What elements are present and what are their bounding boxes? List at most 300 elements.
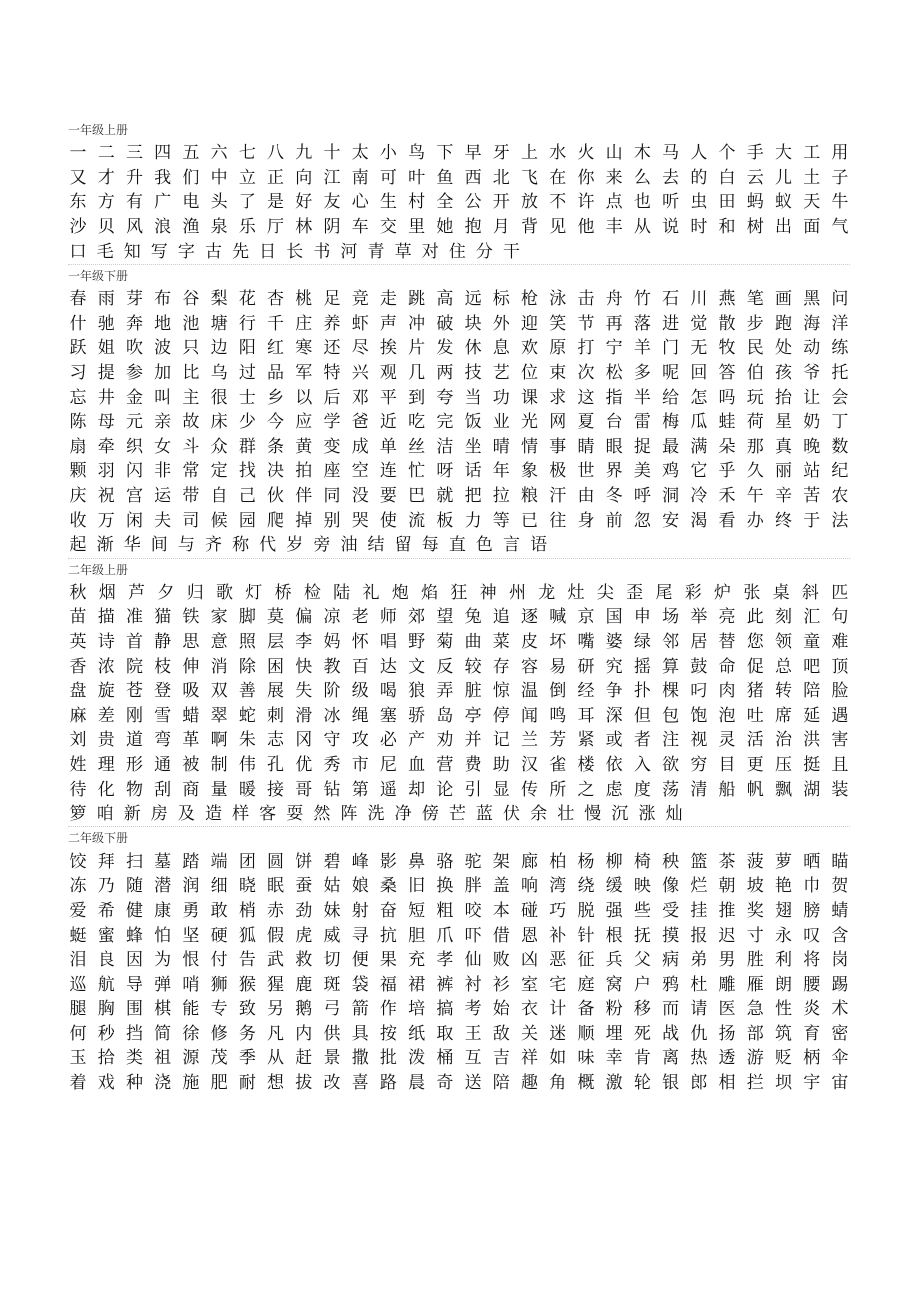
character: 答 xyxy=(718,363,736,384)
character: 希 xyxy=(97,900,115,921)
character: 问 xyxy=(831,289,849,310)
character: 品 xyxy=(267,363,285,384)
character: 脱 xyxy=(577,900,595,921)
character: 喊 xyxy=(549,607,567,628)
character: 晨 xyxy=(408,1073,426,1094)
character: 怎 xyxy=(690,387,708,408)
character: 银 xyxy=(662,1073,680,1094)
character: 用 xyxy=(831,143,849,164)
character: 走 xyxy=(379,289,397,310)
character: 季 xyxy=(238,1048,256,1069)
character: 密 xyxy=(831,1023,849,1044)
character: 使 xyxy=(379,510,397,531)
character: 拜 xyxy=(97,851,115,872)
character: 除 xyxy=(238,656,256,677)
character: 百 xyxy=(351,656,369,677)
character: 拦 xyxy=(746,1073,764,1094)
character: 居 xyxy=(690,631,708,652)
character: 并 xyxy=(464,730,482,751)
character: 又 xyxy=(69,167,87,188)
character: 斗 xyxy=(182,436,200,457)
character: 教 xyxy=(323,656,341,677)
character: 亮 xyxy=(718,607,736,628)
character: 渐 xyxy=(96,535,114,556)
character: 石 xyxy=(662,289,680,310)
character: 巾 xyxy=(803,876,821,897)
character: 啊 xyxy=(210,730,228,751)
character: 改 xyxy=(323,1073,341,1094)
character: 师 xyxy=(379,607,397,628)
character: 产 xyxy=(408,730,426,751)
character: 短 xyxy=(408,900,426,921)
character: 多 xyxy=(633,363,651,384)
character: 气 xyxy=(831,217,849,238)
character: 池 xyxy=(182,313,200,334)
character: 春 xyxy=(69,289,87,310)
character: 福 xyxy=(379,974,397,995)
character: 尾 xyxy=(655,582,673,603)
character: 吐 xyxy=(746,705,764,726)
character: 皮 xyxy=(521,631,538,652)
character: 谷 xyxy=(182,289,200,310)
character: 叫 xyxy=(154,387,172,408)
character: 乎 xyxy=(718,461,736,482)
character: 那 xyxy=(746,436,764,457)
character-line xyxy=(68,215,850,240)
character: 接 xyxy=(267,779,285,800)
character-line xyxy=(68,1071,850,1096)
character: 友 xyxy=(323,192,341,213)
character: 台 xyxy=(605,412,623,433)
character: 样 xyxy=(232,804,250,825)
character: 营 xyxy=(436,754,454,775)
character: 枝 xyxy=(154,656,172,677)
character: 泪 xyxy=(69,950,87,971)
character-line xyxy=(68,312,850,337)
character: 优 xyxy=(295,754,313,775)
character: 进 xyxy=(662,313,680,334)
character: 此 xyxy=(746,607,764,628)
character: 以 xyxy=(295,387,313,408)
character: 民 xyxy=(746,338,764,359)
character: 敌 xyxy=(492,1023,510,1044)
character: 回 xyxy=(690,363,708,384)
character: 风 xyxy=(125,217,143,238)
character: 处 xyxy=(774,338,792,359)
character: 内 xyxy=(295,1023,313,1044)
character: 司 xyxy=(182,510,200,531)
character: 浇 xyxy=(154,1073,172,1094)
character: 客 xyxy=(259,804,277,825)
character: 高 xyxy=(436,289,454,310)
character: 志 xyxy=(267,730,285,751)
character-line xyxy=(68,728,850,753)
character: 忘 xyxy=(69,387,87,408)
character: 背 xyxy=(521,217,538,238)
character: 说 xyxy=(662,217,680,238)
character: 归 xyxy=(186,582,204,603)
character: 旋 xyxy=(97,681,115,702)
character: 慢 xyxy=(584,804,602,825)
character: 比 xyxy=(182,363,200,384)
character: 觉 xyxy=(690,313,708,334)
character: 元 xyxy=(125,412,143,433)
character: 耍 xyxy=(286,804,304,825)
character: 补 xyxy=(549,925,567,946)
character: 床 xyxy=(210,412,228,433)
character: 四 xyxy=(154,143,172,164)
character-line xyxy=(68,141,850,166)
character: 间 xyxy=(150,535,168,556)
character: 住 xyxy=(448,241,466,262)
character: 到 xyxy=(408,387,426,408)
character: 柏 xyxy=(549,851,567,872)
character: 婆 xyxy=(605,631,623,652)
character: 苦 xyxy=(803,486,821,507)
character: 炎 xyxy=(803,999,821,1020)
character: 足 xyxy=(323,289,341,310)
character: 运 xyxy=(154,486,172,507)
character-line xyxy=(68,336,850,361)
character: 洗 xyxy=(367,804,385,825)
character: 膀 xyxy=(803,900,821,921)
character: 想 xyxy=(267,1073,285,1094)
character: 替 xyxy=(718,631,736,652)
character: 成 xyxy=(351,436,369,457)
character: 冬 xyxy=(605,486,623,507)
character: 寒 xyxy=(295,338,313,359)
character: 记 xyxy=(492,730,510,751)
character: 威 xyxy=(323,925,341,946)
character: 概 xyxy=(577,1073,595,1094)
character: 节 xyxy=(577,313,595,334)
character: 工 xyxy=(803,143,821,164)
character: 育 xyxy=(803,1023,821,1044)
character: 后 xyxy=(323,387,341,408)
character: 充 xyxy=(408,950,426,971)
character: 发 xyxy=(436,338,454,359)
character: 草 xyxy=(394,241,412,262)
character: 顶 xyxy=(831,656,849,677)
character: 摇 xyxy=(633,656,651,677)
character: 东 xyxy=(69,192,87,213)
character: 江 xyxy=(323,167,341,188)
character: 趣 xyxy=(521,1073,538,1094)
character: 桥 xyxy=(274,582,292,603)
character: 鸟 xyxy=(408,143,426,164)
character: 骄 xyxy=(408,705,426,726)
character: 守 xyxy=(323,730,341,751)
character-line xyxy=(68,802,850,827)
character: 指 xyxy=(605,387,623,408)
character: 请 xyxy=(690,999,708,1020)
character: 象 xyxy=(521,461,538,482)
character: 寻 xyxy=(351,925,369,946)
character: 铁 xyxy=(182,607,200,628)
character: 汇 xyxy=(803,607,821,628)
character: 坝 xyxy=(774,1073,792,1094)
character: 胖 xyxy=(464,876,482,897)
character: 就 xyxy=(436,486,454,507)
character: 激 xyxy=(605,1073,623,1094)
character: 庭 xyxy=(577,974,595,995)
character: 准 xyxy=(125,607,143,628)
character: 诗 xyxy=(97,631,115,652)
character: 美 xyxy=(633,461,651,482)
character: 牛 xyxy=(831,192,849,213)
character: 撒 xyxy=(351,1048,369,1069)
character: 压 xyxy=(774,754,792,775)
character: 制 xyxy=(210,754,228,775)
character: 扫 xyxy=(125,851,143,872)
character: 情 xyxy=(521,436,538,457)
character: 升 xyxy=(125,167,143,188)
character: 凶 xyxy=(521,950,538,971)
character: 埋 xyxy=(605,1023,623,1044)
character: 旁 xyxy=(313,535,331,556)
character: 晴 xyxy=(492,436,510,457)
character: 长 xyxy=(286,241,304,262)
character: 轮 xyxy=(633,1073,651,1094)
character: 角 xyxy=(549,1073,567,1094)
character: 良 xyxy=(97,950,115,971)
character: 杜 xyxy=(690,974,708,995)
character: 井 xyxy=(97,387,115,408)
character: 哭 xyxy=(351,510,369,531)
character: 特 xyxy=(323,363,341,384)
character: 茂 xyxy=(210,1048,228,1069)
character: 好 xyxy=(295,192,313,213)
character: 他 xyxy=(577,217,595,238)
character: 的 xyxy=(690,167,708,188)
character: 伯 xyxy=(746,363,764,384)
character: 刮 xyxy=(154,779,172,800)
character: 天 xyxy=(803,192,821,213)
character: 齐 xyxy=(204,535,222,556)
character: 朵 xyxy=(718,436,736,457)
character: 园 xyxy=(238,510,256,531)
character: 纪 xyxy=(831,461,849,482)
character: 歪 xyxy=(626,582,644,603)
character: 笑 xyxy=(549,313,567,334)
character: 油 xyxy=(340,535,358,556)
character: 贬 xyxy=(774,1048,792,1069)
character: 鹅 xyxy=(295,999,313,1020)
character: 土 xyxy=(803,167,821,188)
character: 细 xyxy=(210,876,228,897)
character: 视 xyxy=(690,730,708,751)
character: 太 xyxy=(351,143,369,164)
character: 取 xyxy=(436,1023,454,1044)
character: 立 xyxy=(238,167,256,188)
character: 盘 xyxy=(69,681,87,702)
character: 句 xyxy=(831,607,849,628)
character: 生 xyxy=(379,192,397,213)
character: 静 xyxy=(154,631,172,652)
character: 身 xyxy=(577,510,595,531)
character: 南 xyxy=(351,167,369,188)
character: 经 xyxy=(577,681,595,702)
character: 蜻 xyxy=(831,900,849,921)
character: 上 xyxy=(521,143,538,164)
character: 衫 xyxy=(492,974,510,995)
character: 踢 xyxy=(831,974,849,995)
character: 这 xyxy=(577,387,595,408)
character: 兴 xyxy=(351,363,369,384)
character: 让 xyxy=(803,387,821,408)
character: 呼 xyxy=(633,486,651,507)
character: 兰 xyxy=(521,730,538,751)
character: 和 xyxy=(718,217,736,238)
character: 驰 xyxy=(97,313,115,334)
character: 田 xyxy=(718,192,736,213)
character: 她 xyxy=(436,217,454,238)
character: 非 xyxy=(154,461,172,482)
character: 牙 xyxy=(492,143,510,164)
character: 很 xyxy=(210,387,228,408)
character: 乐 xyxy=(238,217,256,238)
character: 冈 xyxy=(295,730,313,751)
character: 延 xyxy=(803,705,821,726)
character: 墓 xyxy=(154,851,172,872)
character: 弄 xyxy=(436,681,454,702)
character: 门 xyxy=(662,338,680,359)
character: 研 xyxy=(577,656,595,677)
character: 前 xyxy=(605,510,623,531)
character: 已 xyxy=(521,510,538,531)
character: 牧 xyxy=(718,338,736,359)
character: 万 xyxy=(97,510,115,531)
character: 时 xyxy=(690,217,708,238)
character: 相 xyxy=(718,1073,736,1094)
character: 户 xyxy=(633,974,651,995)
character: 破 xyxy=(436,313,454,334)
character: 刺 xyxy=(267,705,285,726)
character: 农 xyxy=(831,486,849,507)
character-line xyxy=(68,654,850,679)
character: 辛 xyxy=(774,486,792,507)
character: 最 xyxy=(662,436,680,457)
character: 沉 xyxy=(611,804,629,825)
character: 丝 xyxy=(408,436,426,457)
character: 乃 xyxy=(97,876,115,897)
character: 市 xyxy=(351,754,369,775)
character: 烂 xyxy=(690,876,708,897)
character: 吃 xyxy=(408,412,426,433)
character: 沙 xyxy=(69,217,87,238)
character: 坡 xyxy=(746,876,764,897)
character: 抬 xyxy=(774,387,792,408)
character: 午 xyxy=(746,486,764,507)
character: 国 xyxy=(605,607,623,628)
character: 简 xyxy=(154,1023,172,1044)
character: 造 xyxy=(204,804,222,825)
character: 马 xyxy=(662,143,680,164)
character: 深 xyxy=(605,705,623,726)
character: 杏 xyxy=(267,289,285,310)
character: 注 xyxy=(662,730,680,751)
character: 柳 xyxy=(605,851,623,872)
character: 枪 xyxy=(521,289,538,310)
character: 文 xyxy=(408,656,426,677)
character: 极 xyxy=(549,461,567,482)
character: 拔 xyxy=(295,1073,313,1094)
character: 满 xyxy=(690,436,708,457)
character: 消 xyxy=(210,656,228,677)
character: 河 xyxy=(340,241,358,262)
character: 士 xyxy=(238,387,256,408)
character: 人 xyxy=(690,143,708,164)
character: 写 xyxy=(150,241,168,262)
character: 报 xyxy=(690,925,708,946)
character: 睛 xyxy=(577,436,595,457)
character: 笔 xyxy=(746,289,764,310)
character: 衬 xyxy=(464,974,482,995)
character: 车 xyxy=(351,217,369,238)
character: 从 xyxy=(267,1048,285,1069)
character: 蚕 xyxy=(295,876,313,897)
section-lines xyxy=(68,847,850,1095)
character: 先 xyxy=(232,241,250,262)
character: 芽 xyxy=(125,289,143,310)
character: 鸣 xyxy=(549,705,567,726)
character: 碧 xyxy=(323,851,341,872)
character: 饼 xyxy=(295,851,313,872)
character: 色 xyxy=(475,535,493,556)
character: 虫 xyxy=(690,192,708,213)
character: 倒 xyxy=(549,681,567,702)
character: 玉 xyxy=(69,1048,87,1069)
character: 加 xyxy=(154,363,172,384)
character: 味 xyxy=(577,1048,595,1069)
character: 勇 xyxy=(182,900,200,921)
character: 阵 xyxy=(340,804,358,825)
character: 荷 xyxy=(746,412,764,433)
character: 描 xyxy=(97,607,115,628)
character: 看 xyxy=(718,510,736,531)
character: 胜 xyxy=(746,950,764,971)
character: 狼 xyxy=(408,681,426,702)
character: 爱 xyxy=(69,900,87,921)
character: 商 xyxy=(182,779,200,800)
character: 涨 xyxy=(638,804,656,825)
character: 摸 xyxy=(662,925,680,946)
character: 更 xyxy=(746,754,764,775)
character: 医 xyxy=(718,999,736,1020)
character: 革 xyxy=(182,730,200,751)
character: 宙 xyxy=(831,1073,849,1094)
character: 学 xyxy=(323,412,341,433)
character: 雨 xyxy=(97,289,115,310)
character-line xyxy=(68,1046,850,1071)
character: 许 xyxy=(577,192,595,213)
character: 小 xyxy=(379,143,397,164)
character: 润 xyxy=(182,876,200,897)
character: 芳 xyxy=(549,730,567,751)
character: 离 xyxy=(662,1048,680,1069)
character: 半 xyxy=(633,387,651,408)
character: 争 xyxy=(605,681,623,702)
section-lines xyxy=(68,579,850,827)
character: 里 xyxy=(408,217,426,238)
character: 口 xyxy=(69,241,87,262)
character: 脏 xyxy=(464,681,482,702)
character: 梅 xyxy=(662,412,680,433)
character: 全 xyxy=(436,192,454,213)
character: 拉 xyxy=(492,486,510,507)
character: 茶 xyxy=(718,851,736,872)
character: 咱 xyxy=(96,804,114,825)
